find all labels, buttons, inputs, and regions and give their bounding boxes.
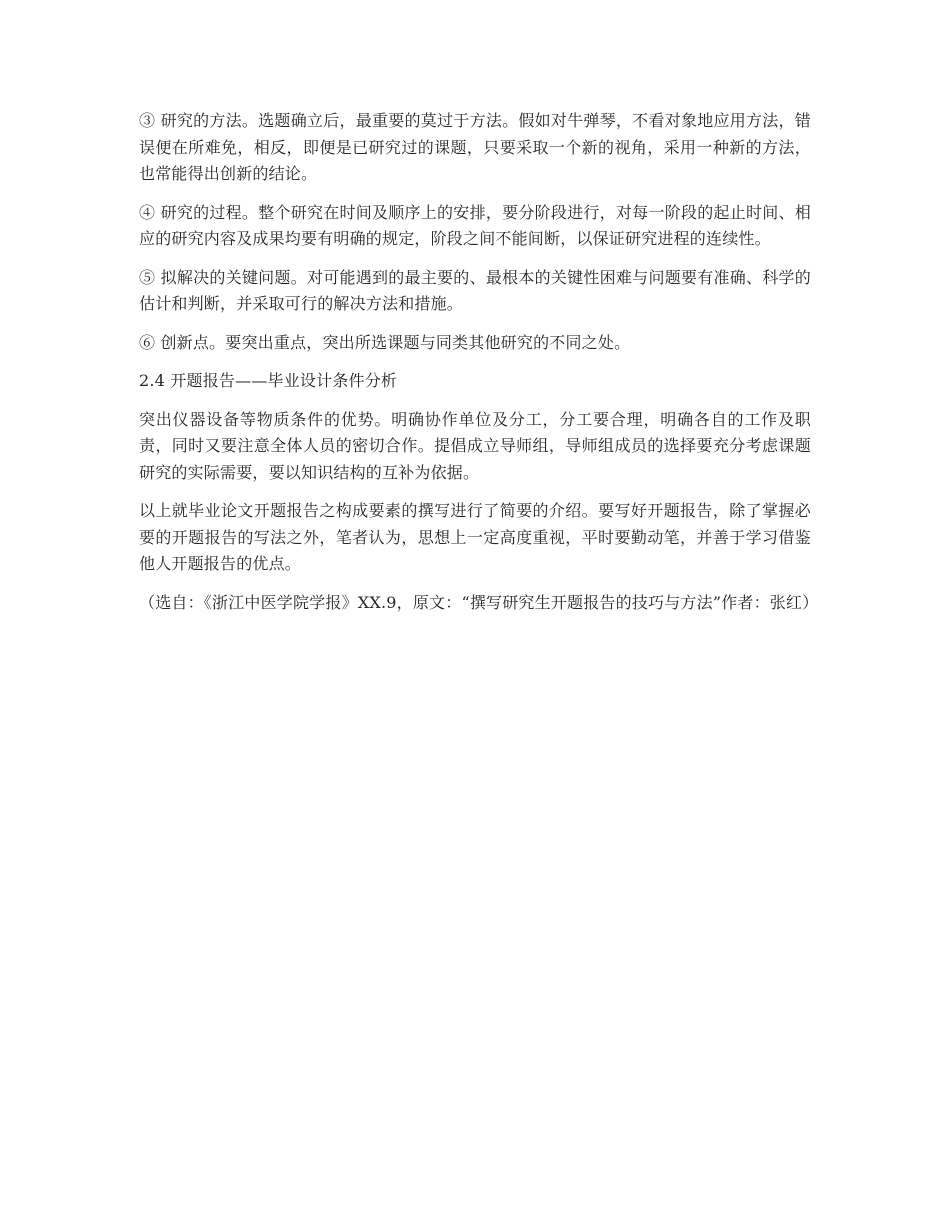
paragraph-key-problems: ⑤ 拟解决的关键问题。对可能遇到的最主要的、最根本的关键性困难与问题要有准确、科学的估计和判断，并采取可行的解决方法和措施。: [139, 267, 811, 313]
source-citation: （选自：《浙江中医学院学报》XX.9，原文：“撰写研究生开题报告的技巧与方法”作者：张红）: [139, 592, 819, 612]
paragraph-summary: 以上就毕业论文开题报告之构成要素的撰写进行了简要的介绍。要写好开题报告，除了掌握必要的开题报告的写法之外，笔者认为，思想上一定高度重视，平时要勤动笔，并善于学习借鉴他人开题报告的优点。: [139, 501, 811, 573]
paragraph-innovation: ⑥ 创新点。要突出重点，突出所选课题与同类其他研究的不同之处。: [139, 332, 631, 352]
paragraph-research-method: ③ 研究的方法。选题确立后，最重要的莫过于方法。假如对牛弹琴，不看对象地应用方法，错误便在所难免，相反，即便是已研究过的课题，只要采取一个新的视角，采用一种新的方法，也常能得出创新的结论。: [139, 111, 811, 183]
document-page: [139, 108, 819, 628]
paragraph-research-process: ④ 研究的过程。整个研究在时间及顺序上的安排，要分阶段进行，对每一阶段的起止时间、相应的研究内容及成果均要有明确的规定，阶段之间不能间断，以保证研究进程的连续性。: [139, 202, 811, 248]
paragraph-conditions: 突出仪器设备等物质条件的优势。明确协作单位及分工，分工要合理，明确各自的工作及职责，同时又要注意全体人员的密切合作。提倡成立导师组，导师组成员的选择要充分考虑课题研究的实际需要，要以知识结构的互补为依据。: [139, 409, 811, 482]
section-heading: 2.4 开题报告——毕业设计条件分析: [139, 371, 398, 390]
